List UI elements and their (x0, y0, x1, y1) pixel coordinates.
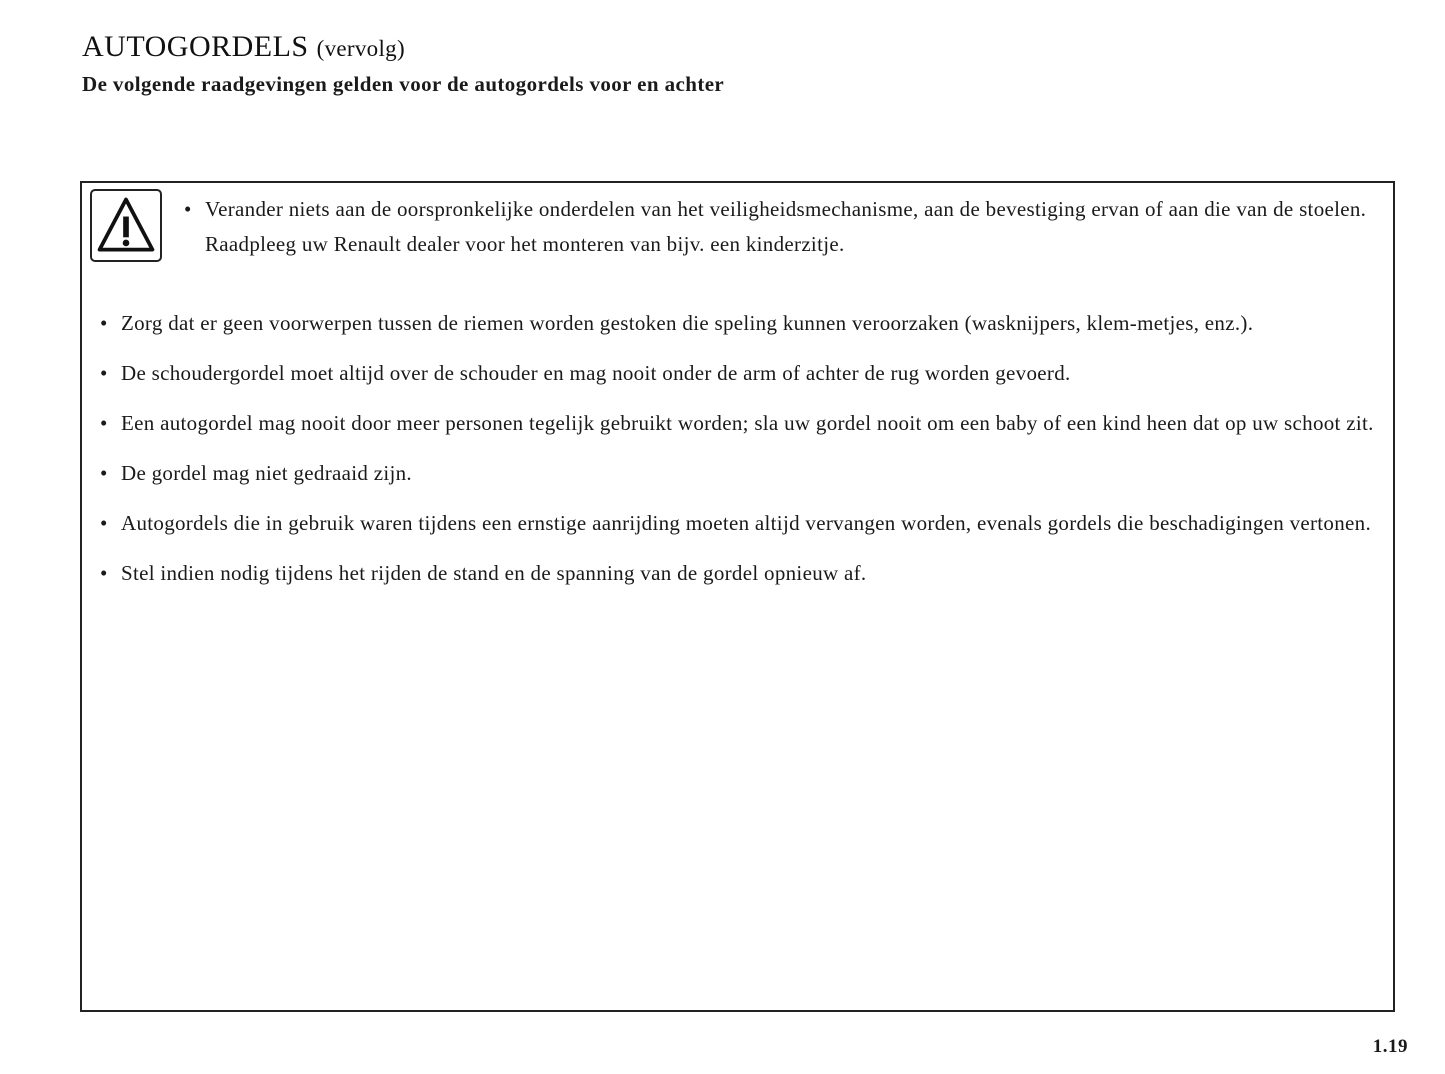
list-item-text: Een autogordel mag nooit door meer personen tegelijk gebruikt worden; sla uw gordel nooit om een baby of een kind heen dat op uw schoot zit. (121, 411, 1374, 435)
page-title (82, 30, 405, 64)
warning-note: Raadpleeg uw Renault dealer voor het monteren van bijv. een kinderzitje. (205, 232, 845, 256)
advice-list (100, 311, 1390, 611)
list-item (100, 311, 1390, 336)
page-subtitle: De volgende raadgevingen gelden voor de autogordels voor en achter (82, 72, 725, 96)
warning-triangle-icon (90, 189, 162, 262)
list-item (100, 461, 1390, 486)
bullet-icon: • (100, 411, 108, 435)
list-item (100, 561, 1390, 586)
bullet-icon: • (100, 561, 108, 585)
page-number: 1.19 (1372, 1036, 1408, 1057)
list-item-text: De schoudergordel moet altijd over de schouder en mag nooit onder de arm of achter de rug worden gevoerd. (121, 361, 1071, 385)
warning-triangle-graphic (92, 191, 160, 260)
title-main: AUTOGORDELS (82, 30, 309, 63)
list-item (100, 361, 1390, 386)
bullet-icon: • (100, 361, 108, 385)
bullet-icon: • (100, 311, 108, 335)
list-item (100, 411, 1390, 436)
bullet-icon: • (100, 511, 108, 535)
title-suffix: (vervolg) (316, 36, 405, 61)
bullet-icon: • (100, 461, 108, 485)
list-item-text: Autogordels die in gebruik waren tijdens een ernstige aanrijding moeten altijd vervangen worden, evenals gordels die beschadigingen vertonen. (121, 511, 1372, 535)
warning-block (184, 197, 1384, 257)
list-item (100, 511, 1390, 536)
list-item-text: De gordel mag niet gedraaid zijn. (121, 461, 412, 485)
warning-item (184, 197, 1384, 222)
list-item-text: Stel indien nodig tijdens het rijden de stand en de spanning van de gordel opnieuw af. (121, 561, 867, 585)
list-item-text: Zorg dat er geen voorwerpen tussen de riemen worden gestoken die speling kunnen veroorzaken (wasknijpers, klem-metjes, enz.). (121, 311, 1254, 335)
advice-frame (80, 181, 1395, 1012)
bullet-icon: • (184, 197, 192, 221)
warning-text: Verander niets aan de oorspronkelijke onderdelen van het veiligheidsmechanisme, aan de bevestiging ervan of aan die van de stoelen. (205, 197, 1367, 221)
